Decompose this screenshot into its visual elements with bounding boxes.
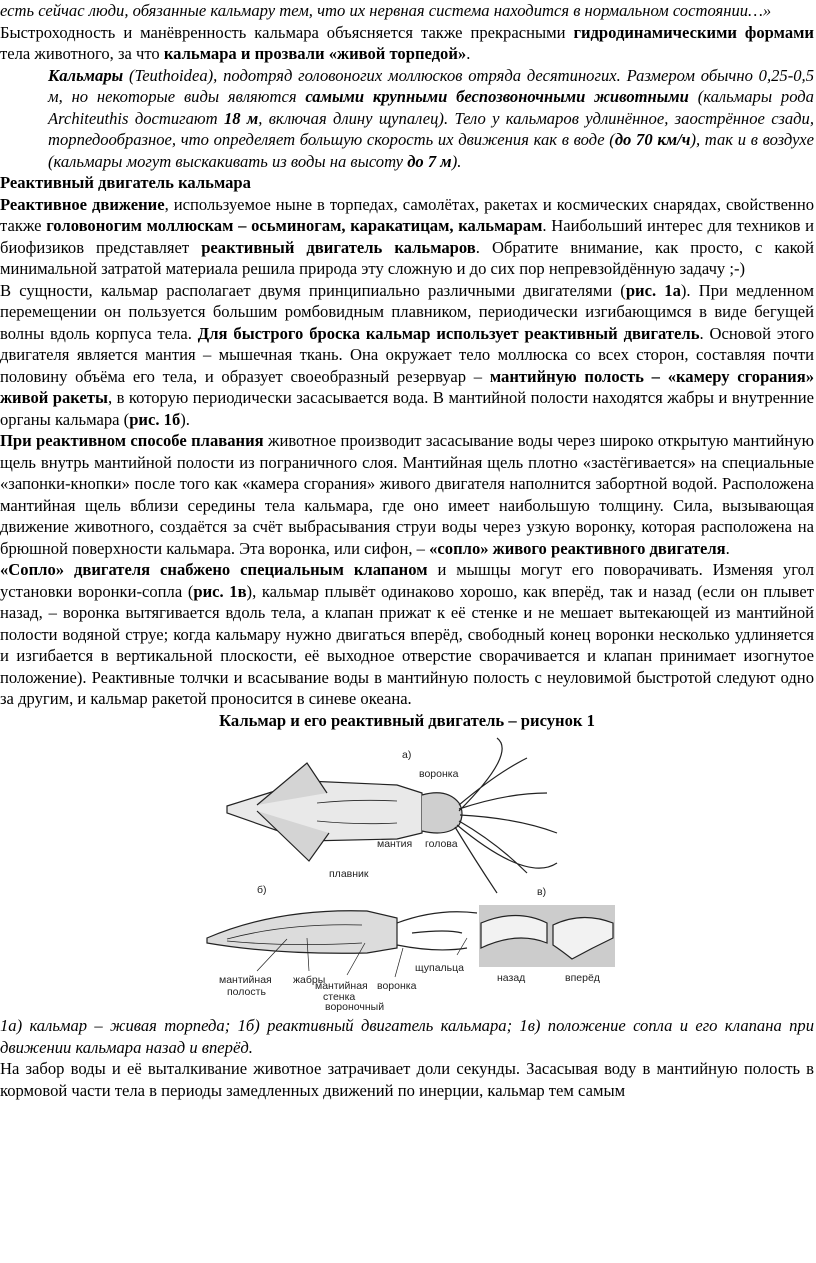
text: В сущности, кальмар располагает двумя принципиально различными двигателями ( — [0, 280, 626, 300]
bold-text: рис. 1в — [193, 581, 247, 601]
text: и мышцы могут его поворачивать. Изменяя угол установки воронки-сопла ( — [0, 560, 814, 601]
text: ). — [451, 151, 462, 171]
text: . Наибольший интерес для техников и биофизиков представляет — [0, 216, 814, 257]
text: ). — [180, 409, 190, 429]
label-b: б) — [257, 884, 267, 896]
bold-text: самыми крупными беспозвоночными животными — [305, 87, 689, 106]
figure-title: Кальмар и его реактивный двигатель – рисунок 1 — [219, 710, 595, 730]
paragraph-squid-definition — [0, 65, 814, 173]
label-voronka: воронка — [419, 768, 459, 780]
nozzle-positions — [479, 905, 615, 967]
label-schupaltsa: щупальца — [415, 962, 464, 974]
label-plavnik: плавник — [329, 868, 369, 880]
paragraph-nozzle-valve — [0, 559, 814, 710]
bold-text: до 7 м — [407, 151, 452, 171]
text: ), так и в воздухе (кальмары могут выскакивать из воды на высоту — [48, 130, 814, 171]
squid-figure — [197, 733, 623, 1013]
label-mantiya: мантия — [377, 838, 413, 850]
label-stenka: стенка — [323, 991, 356, 1003]
bold-text: мантийную полость – «камеру сгорания» живой ракеты — [0, 366, 814, 407]
figure-caption: 1а) кальмар – живая торпеда; 1б) реактивный двигатель кальмара; 1в) положение сопла и его клапана при движении кальмара назад и вперёд. — [0, 1016, 814, 1057]
label-vpered: вперёд — [565, 972, 600, 984]
bold-text: реактивный двигатель кальмаров — [201, 237, 476, 257]
section-heading: Реактивный двигатель кальмара — [0, 173, 251, 192]
label-zhabry: жабры — [293, 974, 326, 986]
text: . — [725, 538, 730, 558]
label-nazad: назад — [497, 972, 526, 984]
label-voronochny: вороночный — [325, 1001, 385, 1013]
bold-text: до 70 км/ч — [614, 130, 691, 149]
paragraph-jet-swimming — [0, 430, 814, 559]
label-golova: голова — [425, 838, 458, 850]
text: (Teuthoidea), подотряд головоногих моллюсков отряда десятиногих. Размером обычно 0,25-0,5 м, но некоторые виды являются — [48, 65, 814, 106]
text: , включая длину щупалец). Тело у кальмаров удлинённое, заострённое сзади, торпедообразное, что определяет большую скорость их движения как в воде ( — [48, 108, 814, 149]
label-voronka-b: воронка — [377, 980, 417, 992]
text: (кальмары рода Architeuthis достигают — [48, 87, 814, 128]
text: ). При медленном перемещении он пользуется большим ромбовидным плавником, периодически изгибающимся в виде бегущей волны вдоль корпуса тела. — [0, 280, 815, 343]
paragraph-jet-motion — [0, 194, 814, 280]
text: Быстроходность и манёвренность кальмара объясняется также прекрасными — [0, 22, 574, 42]
bold-text: рис. 1а — [625, 280, 681, 300]
bold-text: Для быстрого броска кальмар использует реактивный двигатель — [197, 323, 700, 343]
paragraph-hydrodynamics — [0, 22, 814, 65]
bold-text: Кальмары — [48, 65, 124, 85]
text: животное производит засасывание воды через широко открытую мантийную щель внутрь мантийной полости из пограничного слоя. Мантийная щель плотно «застёгивается» на специальные «запонки-кнопки» после того как «камера сгорания» живого двигателя наполнится забортной водой. Расположена мантийная щель вблизи середины тела кальмара, где оно имеет наибольшую толщину. Сила, вызывающая движение животного, создаётся за счёт выбрасывания струи воды через узкую воронку, которая расположена на брюшной поверхности кальмара. Эта воронка, или сифон, – — [0, 431, 815, 558]
bold-text: рис. 1б — [129, 409, 181, 429]
bold-text: Реактивное движение — [0, 194, 165, 214]
bold-text: гидродинамическими формами — [573, 22, 814, 42]
label-a: а) — [402, 749, 412, 761]
text: . — [466, 44, 471, 63]
paragraph-intake: На забор воды и её выталкивание животное затрачивает доли секунды. Засасывая воду в мантийную полость в кормовой части тела в периоды замедленных движений по инерции, кальмар тем самым — [0, 1059, 814, 1100]
bold-text: кальмара и прозвали «живой торпедой» — [163, 44, 467, 63]
intro-quote: есть сейчас люди, обязанные кальмару тем, что их нервная система находится в нормальном состоянии…» — [0, 1, 772, 20]
label-mantiynaya-wall: мантийная — [315, 980, 368, 992]
label-c: в) — [537, 886, 547, 898]
text: . Основой этого двигателя является мантия – мышечная ткань. Она окружает тело моллюска со всех сторон, составляя почти половину объёма его тела, и образует своеобразный резервуар – — [0, 323, 814, 386]
bold-text: При реактивном способе плавания — [0, 431, 264, 450]
label-polost: полость — [227, 986, 266, 998]
bold-text: «Сопло» двигателя снабжено специальным клапаном — [0, 560, 428, 579]
squid-diagram — [197, 733, 623, 1013]
paragraph-two-engines — [0, 280, 814, 431]
bold-text: «сопло» живого реактивного двигателя — [429, 538, 726, 558]
text: , используемое ныне в торпедах, самолётах, ракетах и космических снарядах, свойственно также — [0, 194, 814, 235]
text: . Обратите внимание, как просто, с какой минимальной затратой материала решила природа эту сложную и до сих пор непревзойдённую задачу ;-) — [0, 237, 814, 278]
text: тела животного, за что — [0, 44, 164, 63]
label-mantiynaya: мантийная — [219, 974, 272, 986]
squid-illustration — [227, 738, 557, 893]
bold-text: головоногим моллюскам – осьминогам, каракатицам, кальмарам — [46, 216, 543, 235]
bold-text: 18 м — [223, 108, 259, 128]
text: , в которую периодически засасывается вода. В мантийной полости находятся жабры и внутренние органы кальмара ( — [0, 388, 815, 429]
text: ), кальмар плывёт одинаково хорошо, как вперёд, так и назад (если он плывет назад, – воронка вытягивается вдоль тела, а клапан прижат к её стенке и не мешает вытекающей из мантийной полости водяной струе; когда кальмару нужно двигаться вперёд, свободный конец воронки несколько удлиняется и изгибается в вертикальной плоскости, её выходное отверстие сворачивается и клапан принимает изогнутое положение). Реактивные толчки и всасывание воды в мантийную полость с неуловимой быстротой следуют одно за другим, и кальмар ракетой проносится в синеве океана. — [0, 581, 814, 708]
